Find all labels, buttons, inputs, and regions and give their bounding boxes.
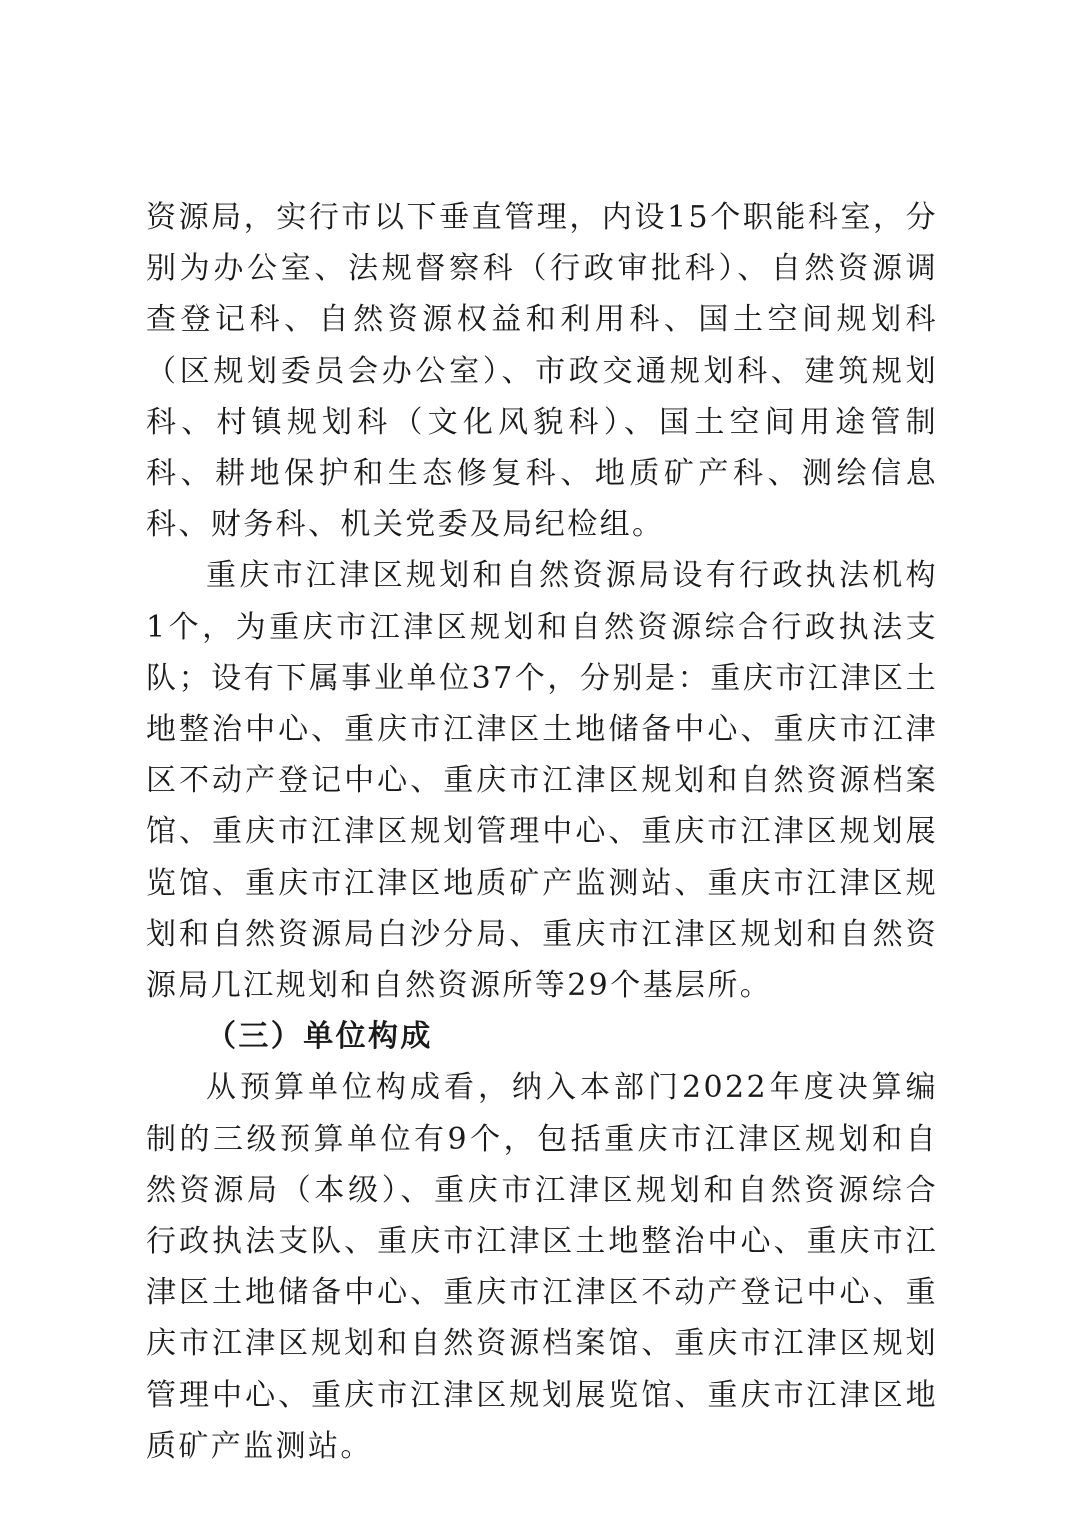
paragraph-budget-units: 从预算单位构成看，纳入本部门2022年度决算编制的三级预算单位有9个，包括重庆市江津区规划和自然资源局（本级）、重庆市江津区规划和自然资源综合行政执法支队、重庆市江津区土地整治中心、重庆市江津区土地储备中心、重庆市江津区不动产登记中心、重庆市江津区规划和自然资源档案馆、重庆市江津区规划管理中心、重庆市江津区规划展览馆、重庆市江津区地质矿产监测站。	[146, 1070, 938, 1464]
section-heading-unit-composition: （三）单位构成	[206, 1019, 433, 1055]
document-body	[146, 192, 938, 1472]
paragraph-institutional-setup: 资源局，实行市以下垂直管理，内设15个职能科室，分别为办公室、法规督察科（行政审批科）、自然资源调查登记科、自然资源权益和利用科、国土空间规划科（区规划委员会办公室）、市政交通规划科、建筑规划科、村镇规划科（文化风貌科）、国土空间用途管制科、耕地保护和生态修复科、地质矿产科、测绘信息科、财务科、机关党委及局纪检组。	[146, 200, 938, 543]
paragraph-affiliated-units: 重庆市江津区规划和自然资源局设有行政执法机构1个，为重庆市江津区规划和自然资源综合行政执法支队；设有下属事业单位37个，分别是：重庆市江津区土地整治中心、重庆市江津区土地储备中心、重庆市江津区不动产登记中心、重庆市江津区规划和自然资源档案馆、重庆市江津区规划管理中心、重庆市江津区规划展览馆、重庆市江津区地质矿产监测站、重庆市江津区规划和自然资源局白沙分局、重庆市江津区规划和自然资源局几江规划和自然资源所等29个基层所。	[146, 558, 938, 1004]
